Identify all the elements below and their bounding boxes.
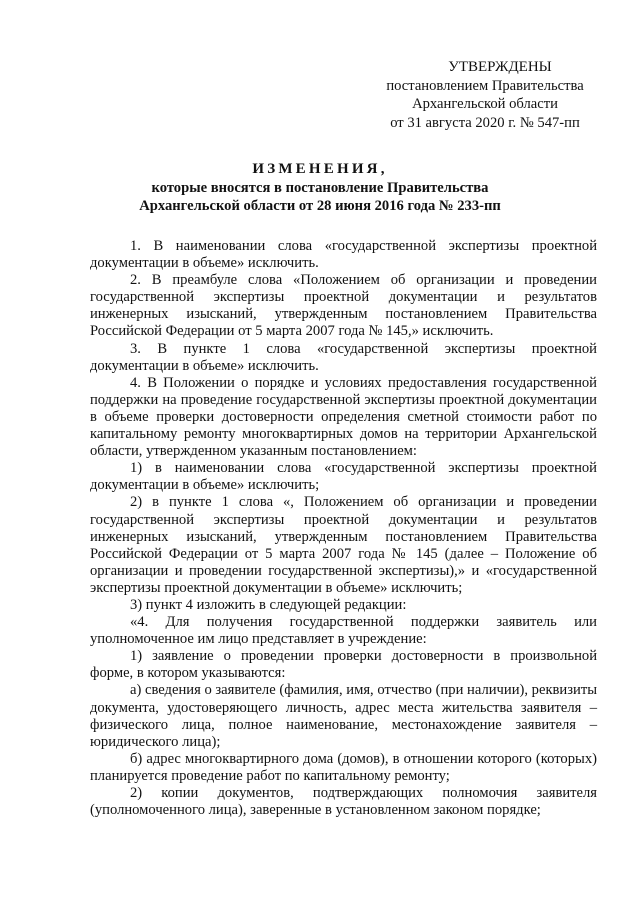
approved-heading: УТВЕРЖДЕНЫ — [448, 59, 552, 75]
approval-stamp — [360, 58, 610, 132]
paragraph: «4. Для получения государственной поддержки заявитель или уполномоченное им лицо представляет в учреждение: — [90, 614, 597, 648]
paragraph: 3) пункт 4 изложить в следующей редакции: — [130, 596, 407, 613]
paragraph: 2) в пункте 1 слова «, Положением об организации и проведении государственной экспертизы проектной документации и результатов инженерных изысканий, утвержденным постановлением Правительства Российской Федерации от 5 марта 2007 года № 145 (далее – Положение об организации и проведении государственной экспертизы),» и «государственной экспертизы проектной документации в объеме» исключить; — [90, 494, 597, 596]
paragraph: а) сведения о заявителе (фамилия, имя, отчество (при наличии), реквизиты документа, удостоверяющего личность, адрес места жительства заявителя – физического лица, полное наименование, местонахождение заявителя – юридического лица); — [90, 682, 597, 750]
paragraph: 1) в наименовании слова «государственной экспертизы проектной документации в объеме» исключить; — [90, 460, 597, 494]
approval-line: от 31 августа 2020 г. № 547-пп — [390, 114, 580, 131]
paragraph: 1) заявление о проведении проверки достоверности в произвольной форме, в котором указываются: — [90, 648, 597, 682]
document-body — [90, 238, 597, 819]
title-heading: ИЗМЕНЕНИЯ, — [252, 161, 388, 177]
paragraph: 4. В Положении о порядке и условиях предоставления государственной поддержки на проведение государственной экспертизы проектной документации в объеме проверки достоверности определения сметной стоимости работ по капитальному ремонту многоквартирных домов на территории Архангельской области, утвержденном указанным постановлением: — [90, 374, 597, 460]
paragraph: 2. В преамбуле слова «Положением об организации и проведении государственной экспертизы проектной документации и результатов инженерных изысканий, утвержденным постановлением Правительства Российской Федерации от 5 марта 2007 года № 145,» исключить. — [90, 272, 597, 340]
approval-line: постановлением Правительства — [386, 77, 584, 94]
title-subtitle: Архангельской области от 28 июня 2016 года № 233-пп — [139, 198, 501, 214]
paragraph: 2) копии документов, подтверждающих полномочия заявителя (уполномоченного лица), заверенные в установленном законом порядке; — [90, 785, 597, 819]
document-title — [90, 160, 550, 216]
paragraph: 3. В пункте 1 слова «государственной экспертизы проектной документации в объеме» исключить. — [90, 340, 597, 374]
paragraph: 1. В наименовании слова «государственной экспертизы проектной документации в объеме» исключить. — [90, 238, 597, 272]
approval-line: Архангельской области — [412, 96, 558, 112]
paragraph: б) адрес многоквартирного дома (домов), в отношении которого (которых) планируется проведение работ по капитальному ремонту; — [90, 750, 597, 784]
title-subtitle: которые вносятся в постановление Правительства — [151, 179, 489, 196]
